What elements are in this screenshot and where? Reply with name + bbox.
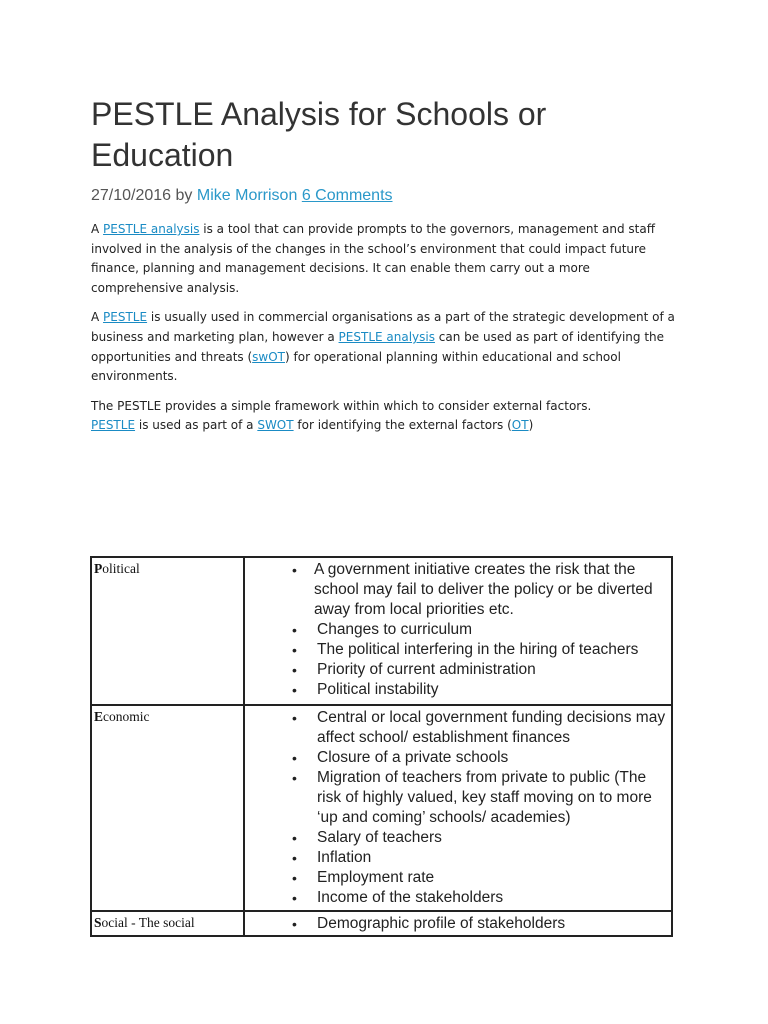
list-item: • Migration of teachers from private to public (The risk of highly valued, key staff moving on to more ‘up and coming’ schools/ academies) [292, 768, 667, 828]
swot-link-lower[interactable]: swOT [252, 349, 285, 364]
list-item: • Income of the stakeholders [292, 888, 667, 908]
list-item: • Central or local government funding decisions may affect school/ establishment finances [292, 708, 667, 748]
list-item: • Political instability [292, 680, 667, 700]
factor-initial: P [94, 561, 103, 576]
bullet-list [292, 708, 667, 908]
pestle-link[interactable]: PESTLE [103, 310, 148, 325]
list-item: • Changes to curriculum [292, 620, 667, 640]
pestle-analysis-link-2[interactable]: PESTLE analysis [338, 329, 435, 344]
list-item: • Priority of current administration [292, 660, 667, 680]
p3-text-end: ) [528, 418, 534, 433]
list-item: • The political interfering in the hiring of teachers [292, 640, 667, 660]
table-row-political [91, 557, 672, 705]
post-meta [91, 186, 681, 206]
list-item: • Closure of a private schools [292, 748, 667, 768]
comments-link[interactable]: 6 Comments [301, 187, 393, 204]
p1-text-rest: is a tool that can provide prompts to the governors, management and staff involved in the analysis of the changes in the school’s environment that could impact future finance, planning and management decisions. It can enable them carry out a more comprehensive analysis. [91, 222, 655, 295]
by-label: by [175, 187, 193, 204]
p3-text-mid1: is used as part of a [135, 418, 258, 433]
items-cell [244, 911, 672, 936]
p2-text-end: ) for operational planning within educational and school environments. [91, 349, 621, 384]
author-link[interactable]: Mike Morrison [196, 187, 298, 204]
items-cell [244, 557, 672, 705]
factor-cell [91, 705, 244, 911]
pestle-analysis-link[interactable]: PESTLE analysis [103, 222, 200, 236]
table-row-economic [91, 705, 672, 911]
pestle-link-2[interactable]: PESTLE [91, 418, 136, 433]
bullet-list [292, 914, 667, 934]
factor-cell [91, 911, 244, 936]
list-item: • Salary of teachers [292, 828, 667, 848]
list-item: • Employment rate [292, 868, 667, 888]
list-item: • A government initiative creates the risk that the school may fail to deliver the policy or be diverted away from local priorities etc. [292, 560, 667, 620]
list-item: • Inflation [292, 848, 667, 868]
intro-paragraph [91, 220, 681, 298]
factor-cell [91, 557, 244, 705]
post-date: 27/10/2016 [91, 187, 172, 204]
factor-label: olitical [102, 561, 140, 576]
p2-text-a: A [91, 310, 104, 325]
factor-label: ocial - The social [101, 915, 195, 930]
swot-link[interactable]: SWOT [257, 418, 294, 433]
factor-initial: S [94, 915, 102, 930]
p1-text-a: A [91, 222, 104, 236]
framework-paragraph [91, 397, 681, 436]
p2-text-mid2: can be used as part of identifying the opportunities and threats ( [91, 329, 665, 364]
items-cell [244, 705, 672, 911]
pestle-table [90, 556, 673, 937]
list-item: • Demographic profile of stakeholders [292, 914, 667, 934]
bullet-list [292, 560, 667, 700]
usage-paragraph [91, 308, 681, 386]
factor-label: conomic [103, 709, 150, 724]
article [91, 94, 681, 436]
p3-text-mid2: for identifying the external factors ( [293, 418, 512, 433]
table-row-social [91, 911, 672, 936]
page-title: PESTLE Analysis for Schools or Education [91, 96, 547, 173]
p2-text-mid1: is usually used in commercial organisations as a part of the strategic development of a business and marketing plan, however a [91, 310, 675, 344]
ot-link[interactable]: OT [511, 418, 529, 433]
p3-line1: The PESTLE provides a simple framework within which to consider external factors. [91, 398, 592, 413]
factor-initial: E [94, 709, 104, 724]
